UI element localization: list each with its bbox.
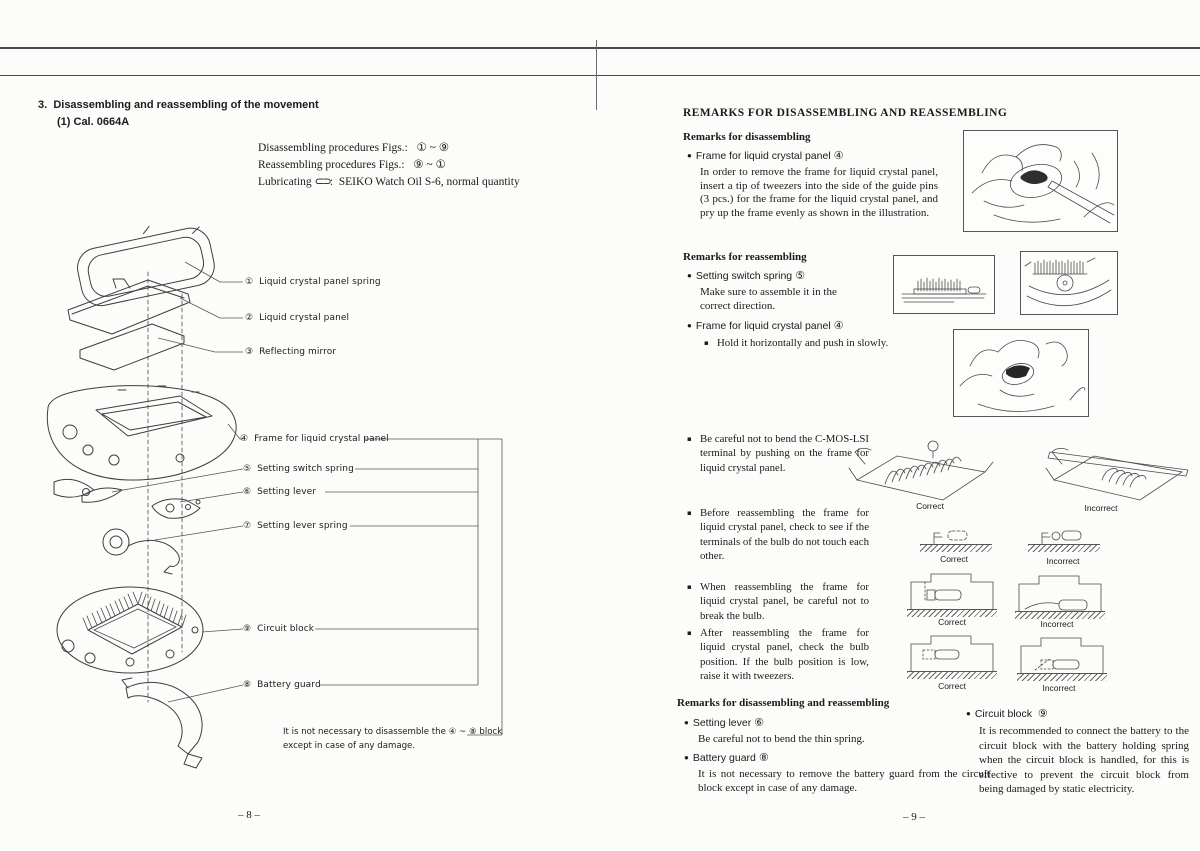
battery-guard-body: It is not necessary to remove the battery guard from the circuit block except in case of any damage. bbox=[698, 768, 990, 794]
lcd-panel-spring-sketch bbox=[72, 215, 218, 310]
part-label-6: ⑥ Setting lever bbox=[243, 487, 317, 497]
bulb-crosssection-correct-sketch bbox=[905, 568, 1000, 618]
square-bullet-icon: ▪ bbox=[687, 509, 692, 517]
cmos-incorrect-sketch bbox=[1040, 430, 1190, 508]
fig-from: ⑨ bbox=[413, 157, 424, 171]
ground-hatch bbox=[920, 544, 992, 552]
fig-to: ① bbox=[435, 157, 446, 171]
section-title: Disassembling and reassembling of the movement bbox=[53, 99, 319, 111]
frame-sub-instruction: ▪ Hold it horizontally and push in slowly. bbox=[704, 337, 889, 349]
caution-break-bulb: ▪ When reassembling the frame for liquid crystal panel, be careful not to break the bulb. bbox=[687, 581, 869, 622]
square-bullet-icon: ▪ bbox=[704, 339, 709, 347]
setting-lever-spring-sketch bbox=[103, 529, 179, 574]
top-rule-1 bbox=[0, 47, 1200, 49]
reflecting-mirror-sketch bbox=[80, 324, 184, 370]
lcd-panel-sketch bbox=[68, 279, 190, 334]
caution-bulb-terminals: ▪ Before reassembling the frame for liquid crystal panel, check to see if the terminals of the bulb do not touch each other. bbox=[687, 507, 869, 563]
ground-hatch bbox=[907, 609, 997, 617]
frame-bullet-disassembling: ● Frame for liquid crystal panel ④ bbox=[687, 149, 844, 162]
caption-incorrect-2: Incorrect bbox=[1046, 556, 1080, 566]
illustration-spring-side bbox=[893, 255, 995, 314]
frame-bullet-reassembling: ● Frame for liquid crystal panel ④ bbox=[687, 319, 844, 332]
remarks-both-heading: Remarks for disassembling and reassembling bbox=[677, 697, 890, 709]
page-number-right: – 9 – bbox=[903, 811, 925, 823]
fig-to: ⑨ bbox=[438, 140, 450, 154]
caption-incorrect-1: Incorrect bbox=[1084, 503, 1118, 513]
square-bullet-icon: ▪ bbox=[687, 629, 692, 637]
ground-hatch bbox=[1015, 611, 1105, 619]
bullet-icon: ● bbox=[966, 709, 971, 718]
oil-symbol-icon: ⊂⊃ bbox=[314, 174, 330, 188]
illustration-pry-frame bbox=[963, 130, 1118, 232]
bullet-icon: ● bbox=[687, 271, 692, 280]
caption-incorrect-3: Incorrect bbox=[1040, 619, 1074, 629]
setting-switch-spring-sketch bbox=[54, 479, 122, 502]
cmos-correct-sketch bbox=[845, 428, 995, 506]
caption-correct-3: Correct bbox=[938, 617, 966, 627]
colon: : bbox=[329, 176, 334, 188]
part-label-4: ④ Frame for liquid crystal panel bbox=[240, 434, 389, 444]
bulb-crosssection-incorrect-sketch bbox=[1013, 570, 1108, 620]
lcd-frame-sketch bbox=[47, 386, 236, 480]
battery-guard-bullet: ● Battery guard ⑧ bbox=[684, 751, 769, 764]
page-spine bbox=[596, 40, 597, 110]
lubricating-text: SEIKO Watch Oil S-6, normal quantity bbox=[338, 176, 520, 188]
square-bullet-icon: ▪ bbox=[687, 435, 692, 443]
frame-disassembling-body: In order to remove the frame for liquid crystal panel, insert a tip of tweezers into the side of the guide pins (3 pcs.) for the frame for the liquid crystal panel, and pry up the frame evenly as shown in the illustration. bbox=[700, 166, 938, 219]
circuit-block-sketch bbox=[57, 587, 203, 673]
setting-lever-bullet: ● Setting lever ⑥ bbox=[684, 716, 765, 729]
caption-incorrect-4: Incorrect bbox=[1042, 683, 1076, 693]
fig-range-separator: ~ bbox=[426, 159, 433, 171]
caption-correct-2: Correct bbox=[940, 554, 968, 564]
bullet-icon: ● bbox=[687, 151, 692, 160]
fig-range-separator: ~ bbox=[429, 142, 436, 154]
battery-guard-sketch bbox=[122, 678, 202, 768]
remarks-reassembling-heading: Remarks for reassembling bbox=[683, 251, 807, 263]
ground-hatch bbox=[1028, 544, 1100, 552]
part-label-7: ⑦ Setting lever spring bbox=[243, 521, 348, 531]
part-label-5: ⑤ Setting switch spring bbox=[243, 464, 354, 474]
bulb-position-correct-sketch bbox=[905, 630, 1000, 680]
part-label-9: ⑨ Circuit block bbox=[243, 624, 315, 634]
part-label-2: ② Liquid crystal panel bbox=[245, 313, 350, 323]
part-label-8: ⑧ Battery guard bbox=[243, 680, 321, 690]
caution-cmos: ▪ Be careful not to bend the C-MOS-LSI terminal by pushing on the frame for liquid crystal panel. bbox=[687, 433, 869, 474]
disassembly-note-line2: except in case of any damage. bbox=[283, 741, 416, 751]
remarks-disassembling-heading: Remarks for disassembling bbox=[683, 131, 811, 143]
subsection-heading: (1) Cal. 0664A bbox=[57, 116, 130, 128]
lubricating-label: Lubricating bbox=[258, 176, 312, 188]
section-heading bbox=[38, 99, 319, 111]
top-rule-2 bbox=[0, 75, 1200, 76]
setting-lever-body: Be careful not to bend the thin spring. bbox=[698, 733, 865, 745]
square-bullet-icon: ▪ bbox=[687, 583, 692, 591]
disassembly-note-line1: It is not necessary to disassemble the ④ ~ ⑧ block bbox=[283, 727, 503, 737]
bullet-icon: ● bbox=[687, 321, 692, 330]
disassembling-procedures-line bbox=[258, 140, 449, 154]
setting-switch-spring-bullet: ● Setting switch spring ⑤ bbox=[687, 269, 805, 282]
section-number: 3. bbox=[38, 99, 48, 111]
fig-from: ① bbox=[416, 140, 427, 154]
page-number-left: – 8 – bbox=[238, 809, 260, 821]
ground-hatch bbox=[1017, 673, 1107, 681]
lubricating-line bbox=[258, 174, 520, 188]
circuit-block-body: It is recommended to connect the battery to the circuit block with the battery holding spring when the circuit block is handled, for this is effective to prevent the circuit block from being damaged by static electricity. bbox=[979, 725, 1189, 796]
reassembling-procedures-label: Reassembling procedures Figs.: bbox=[258, 159, 405, 171]
bulb-position-incorrect-sketch bbox=[1015, 632, 1110, 682]
caution-bulb-position: ▪ After reassembling the frame for liquid crystal panel, check the bulb position. If the bulb position is low, raise it with tweezers. bbox=[687, 627, 869, 683]
caption-correct-4: Correct bbox=[938, 681, 966, 691]
bulb-terminal-incorrect-sketch bbox=[1028, 528, 1104, 554]
exploded-view-diagram bbox=[30, 210, 510, 790]
illustration-spring-in-movement bbox=[1020, 251, 1118, 315]
right-page-title: REMARKS FOR DISASSEMBLING AND REASSEMBLING bbox=[683, 107, 1008, 119]
bulb-terminal-correct-sketch bbox=[920, 528, 996, 554]
ground-hatch bbox=[907, 671, 997, 679]
disassembling-procedures-label: Disassembling procedures Figs.: bbox=[258, 142, 408, 154]
setting-switch-spring-body: Make sure to assemble it in the correct direction. bbox=[700, 286, 837, 312]
setting-lever-sketch bbox=[152, 499, 200, 518]
caption-correct-1: Correct bbox=[916, 501, 944, 511]
part-label-1: ① Liquid crystal panel spring bbox=[245, 277, 381, 287]
bullet-icon: ● bbox=[684, 753, 689, 762]
reassembling-procedures-line bbox=[258, 157, 446, 171]
circuit-block-bullet: ● Circuit block ⑨ bbox=[966, 707, 1048, 720]
bullet-icon: ● bbox=[684, 718, 689, 727]
part-label-3: ③ Reflecting mirror bbox=[245, 347, 337, 357]
illustration-push-frame bbox=[953, 329, 1089, 417]
